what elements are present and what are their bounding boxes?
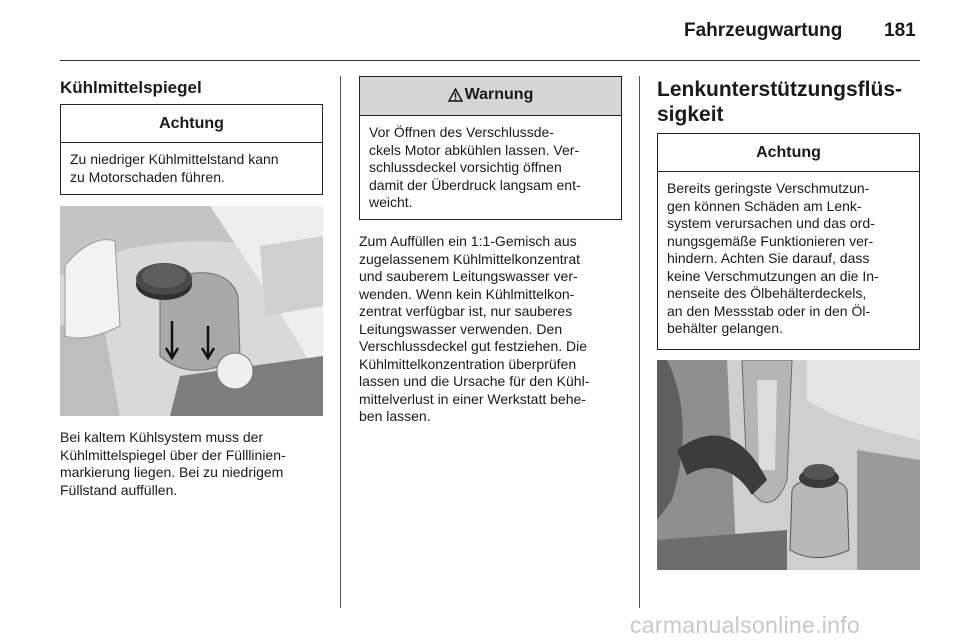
page-number: 181 bbox=[884, 20, 916, 41]
warning-triangle-icon bbox=[448, 88, 463, 107]
steering-fluid-reservoir-photo bbox=[657, 360, 920, 570]
text-line: und sauberem Leitungswasser ver- bbox=[359, 268, 578, 284]
text-line: Bei kaltem Kühlsystem muss der bbox=[60, 429, 264, 445]
notice-line: hindern. Achten Sie darauf, dass bbox=[667, 250, 870, 266]
notice-line: nenseite des Ölbehälterdeckels, bbox=[667, 285, 867, 301]
text-line: lassen und die Ursache für den Kühl- bbox=[359, 373, 590, 389]
text-line: Zum Auffüllen ein 1:1-Gemisch aus bbox=[359, 233, 577, 249]
text-line: Kühlmittelspiegel über der Fülllinien- bbox=[60, 446, 286, 463]
notice-text bbox=[658, 172, 919, 346]
text-line: Kühlmittelkonzentration überprüfen bbox=[359, 355, 577, 372]
notice-line: behälter gelangen. bbox=[667, 320, 783, 336]
notice-line: zu Motorschaden führen. bbox=[70, 168, 225, 185]
section-heading-steering-fluid bbox=[657, 77, 902, 127]
notice-line: an den Messstab oder in den Öl- bbox=[667, 302, 871, 319]
text-line: wenden. Wenn kein Kühlmittelkon- bbox=[359, 285, 575, 302]
notice-line: nungsgemäße Funktionieren ver- bbox=[667, 232, 874, 249]
heading-line: Lenkunterstützungsflüs- bbox=[657, 78, 902, 101]
notice-line: gen können Schäden am Lenk- bbox=[667, 197, 862, 214]
text-line: Verschlussdeckel gut festziehen. Die bbox=[359, 338, 588, 354]
warning-line: Vor Öffnen des Verschlussde- bbox=[369, 124, 554, 140]
refill-paragraph bbox=[359, 233, 631, 426]
notice-box-steering bbox=[657, 133, 920, 350]
warning-line: weicht. bbox=[369, 194, 413, 210]
column-divider bbox=[340, 76, 341, 608]
text-line: Füllstand auffüllen. bbox=[60, 481, 178, 498]
notice-text bbox=[61, 143, 322, 194]
coolant-reservoir-photo bbox=[60, 206, 323, 416]
text-line: zugelassenem Kühlmittelkonzentrat bbox=[359, 250, 581, 267]
header-rule bbox=[60, 60, 920, 61]
heading-line: sigkeit bbox=[657, 103, 724, 126]
warning-text bbox=[360, 116, 621, 220]
notice-line: Zu niedriger Kühlmittelstand kann bbox=[70, 151, 279, 167]
text-line: markierung liegen. Bei zu niedrigem bbox=[60, 464, 284, 480]
warning-title: Warnung bbox=[464, 86, 534, 103]
notice-line: Bereits geringste Verschmutzun- bbox=[667, 180, 870, 196]
column-divider bbox=[639, 76, 640, 608]
coolant-paragraph bbox=[60, 429, 330, 499]
text-line: zentrat verfügbar ist, nur sauberes bbox=[359, 303, 573, 319]
text-line: ben lassen. bbox=[359, 408, 431, 424]
warning-line: damit der Überdruck langsam ent- bbox=[369, 176, 581, 193]
warning-header bbox=[360, 77, 621, 116]
notice-title: Achtung bbox=[658, 134, 919, 172]
notice-title: Achtung bbox=[61, 105, 322, 143]
text-line: Leitungswasser verwenden. Den bbox=[359, 320, 563, 337]
warning-line: schlussdeckel vorsichtig öffnen bbox=[369, 159, 562, 175]
section-heading-coolant: Kühlmittelspiegel bbox=[60, 78, 202, 97]
warning-line: ckels Motor abkühlen lassen. Ver- bbox=[369, 141, 580, 158]
watermark: carmanualsonline.info bbox=[630, 612, 861, 638]
notice-box-coolant bbox=[60, 104, 323, 195]
page-header-title: Fahrzeugwartung bbox=[684, 20, 843, 41]
text-line: mittelverlust in einer Werkstatt behe- bbox=[359, 390, 586, 407]
notice-line: keine Verschmutzungen an die In- bbox=[667, 267, 879, 284]
notice-line: system verursachen und das ord- bbox=[667, 215, 875, 231]
warning-box bbox=[359, 76, 622, 220]
